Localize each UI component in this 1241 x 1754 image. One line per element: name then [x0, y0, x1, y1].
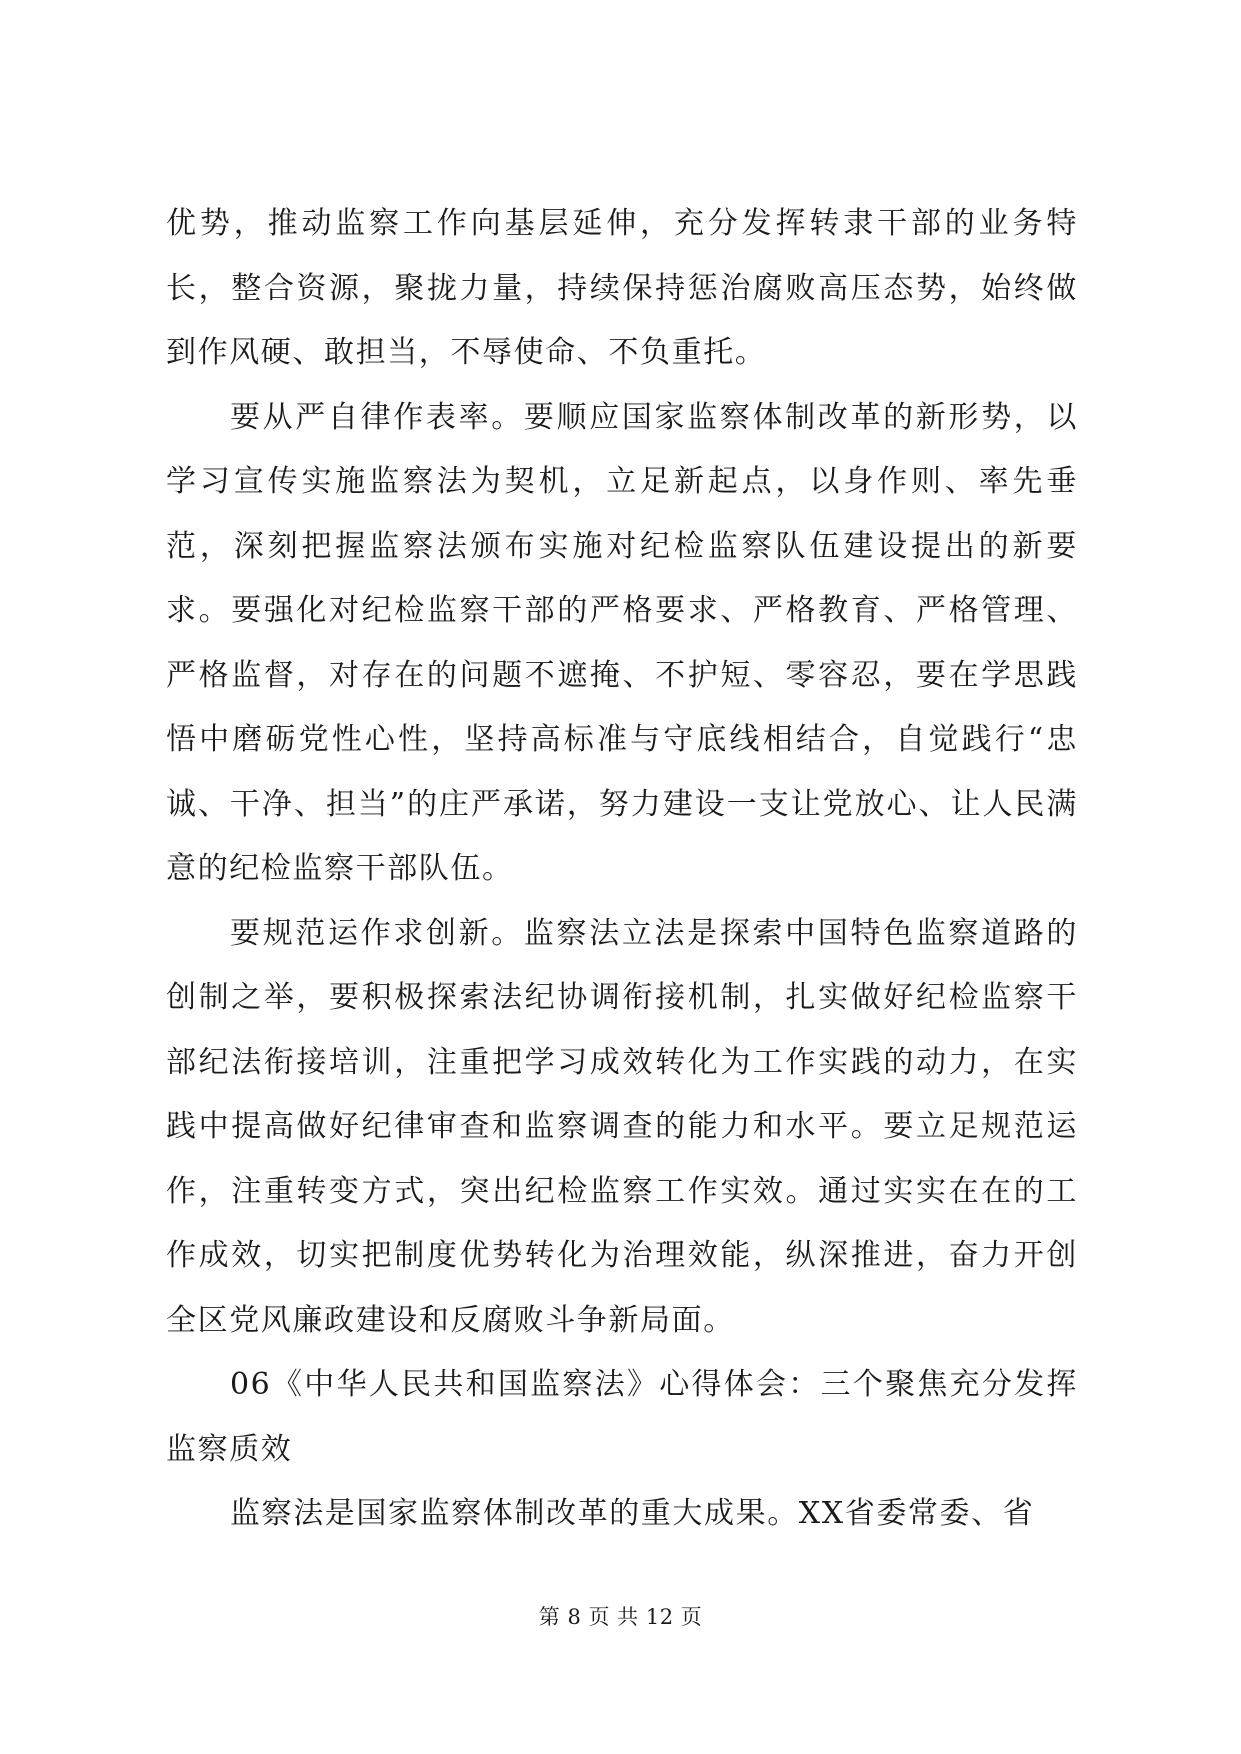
page-number-footer: 第 8 页 共 12 页 — [538, 1605, 703, 1629]
paragraph-intro: 监察法是国家监察体制改革的重大成果。XX省委常委、省 — [230, 1496, 1035, 1531]
paragraph-continuation: 优势，推动监察工作向基层延伸，充分发挥转隶干部的业务特长，整合资源，聚拢力量，持续保持惩治腐败高压态势，始终做到作风硬、敢担当，不辱使命、不负重托。 — [166, 206, 1078, 370]
section-heading: 06《中华人民共和国监察法》心得体会：三个聚焦充分发挥监察质效 — [166, 1367, 1078, 1467]
document-body — [166, 192, 1078, 1547]
paragraph-self-discipline: 要从严自律作表率。要顺应国家监察体制改革的新形势，以学习宣传实施监察法为契机，立足新起点，以身作则、率先垂范，深刻把握监察法颁布实施对纪检监察队伍建设提出的新要求。要强化对纪检监察干部的严格要求、严格教育、严格管理、严格监督，对存在的问题不遮掩、不护短、零容忍，要在学思践悟中磨砺党性心性，坚持高标准与守底线相结合，自觉践行“忠诚、干净、担当”的庄严承诺，努力建设一支让党放心、让人民满意的纪检监察干部队伍。 — [166, 399, 1078, 886]
paragraph-innovation: 要规范运作求创新。监察法立法是探索中国特色监察道路的创制之举，要积极探索法纪协调衔接机制，扎实做好纪检监察干部纪法衔接培训，注重把学习成效转化为工作实践的动力，在实践中提高做好纪律审查和监察调查的能力和水平。要立足规范运作，注重转变方式，突出纪检监察工作实效。通过实实在在的工作成效，切实把制度优势转化为治理效能，纵深推进，奋力开创全区党风廉政建设和反腐败斗争新局面。 — [166, 915, 1078, 1338]
